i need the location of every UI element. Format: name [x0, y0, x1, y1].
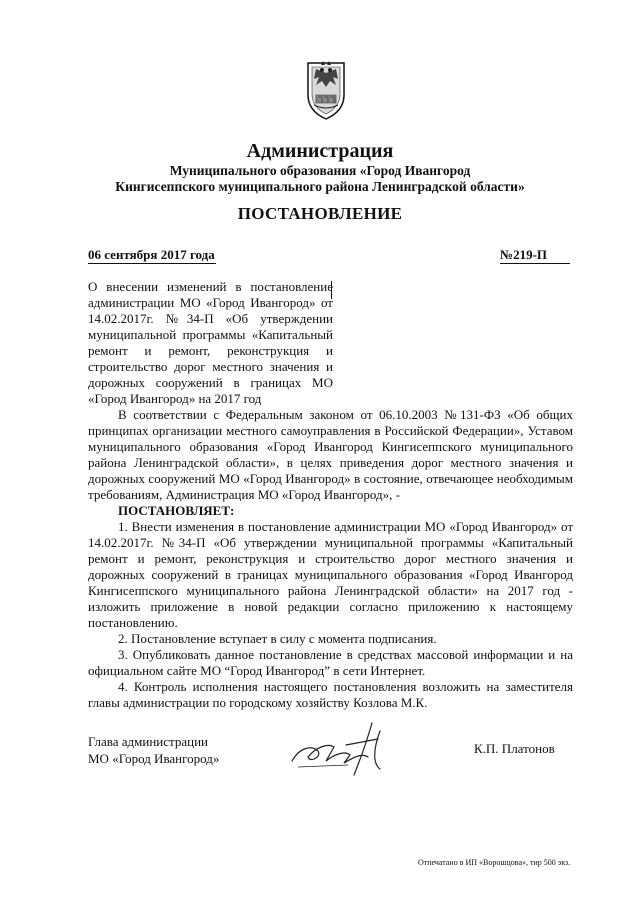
item-3: 3. Опубликовать данное постановление в средствах массовой информации и на официальном сайте МО “Город Ивангород” в сети Интернет.	[88, 647, 573, 678]
organization-line-2: Кингисеппского муниципального района Ленинградской области»	[115, 179, 525, 194]
signatory-name: К.П. Платонов	[474, 741, 555, 756]
coat-of-arms-emblem	[302, 53, 350, 121]
item-2: 2. Постановление вступает в силу с момента подписания.	[118, 631, 437, 646]
document-title: Администрация	[246, 140, 394, 162]
organization-line-1: Муниципального образования «Город Ивангород	[169, 163, 471, 178]
print-note: Отпечатано в ИП «Ворошцова», тир 500 экз.	[418, 858, 571, 867]
document-type: ПОСТАНОВЛЕНИЕ	[237, 204, 403, 223]
signatory-position-line-1: Глава администрации	[88, 734, 209, 749]
handwritten-signature	[288, 717, 408, 779]
document-subject: О внесении изменений в постановление администрации МО «Город Ивангород» от 14.02.2017г. №34-П «Об утверждении муниципальной программы «Капитальный ремонт и ремонт, реконструкция и строительство дорог местного значения и дорожных сооружений в границах МО «Город Ивангород» на 2017 год	[88, 279, 333, 406]
signatory-position	[88, 733, 219, 767]
item-4: 4. Контроль исполнения настоящего постановления возложить на заместителя главы администрации по городскому хозяйству Козлова М.К.	[88, 679, 573, 710]
preamble-paragraph: В соответствии с Федеральным законом от 06.10.2003 №131-ФЗ «Об общих принципах организации местного самоуправления в Российской Федерации», Уставом муниципального образования «Город Ивангород Кингисеппского муниципального района Ленинградской области», в целях приведения дорог местного значения и дорожных сооружений МО «Город Ивангород» в состояние, отвечающее необходимым требованиям, Администрация МО «Город Ивангород», -	[88, 407, 573, 502]
item-1: 1. Внести изменения в постановление администрации МО «Город Ивангород» от 14.02.2017г. №34-П «Об утверждении муниципальной программы «Капитальный ремонт и ремонт, реконструкция и строительство дорог местного значения и дорожных сооружений в границах муниципального образования «Город Ивангород Кингисеппского муниципального района Ленинградской области» на 2017 год - изложить приложение в новой редакции согласно приложению к настоящему постановлению.	[88, 519, 573, 630]
document-number: №219-П	[500, 247, 570, 264]
subject-bracket-mark	[331, 281, 335, 299]
document-body	[88, 407, 573, 711]
decree-word: ПОСТАНОВЛЯЕТ:	[118, 503, 235, 518]
signatory-position-line-2: МО «Город Ивангород»	[88, 751, 220, 766]
document-date: 06 сентября 2017 года	[88, 247, 215, 262]
